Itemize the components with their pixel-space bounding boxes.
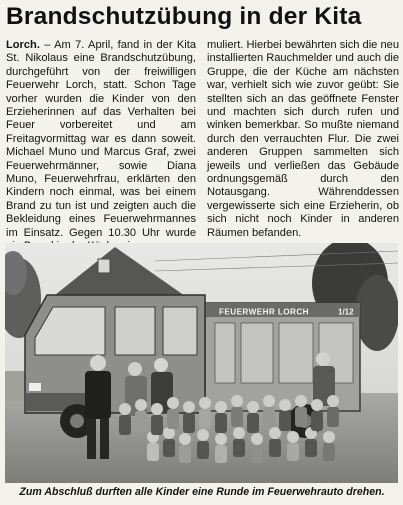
article-photo [5,243,398,483]
truck-lettering: FEUERWEHR LORCH [219,307,309,317]
truck-number: 1/12 [338,307,354,317]
article-column-left [6,39,196,254]
article-text-left: – Am 7. April, fand in der Kita St. Nikolaus eine Brandschutzübung, durchgeführt von der freiwilligen Feuerwehr Lorch, statt. Schon Tage vorher wurden die Kinder von den Erzieherinnen auf das Verhalten bei Feuer vorbereitet und am Freitagvormittag war es dann soweit. Michael Muno und Marcus Graf, zwei Feuerwehrmänner, sowie Diana Muno, Feuerwehrfrau, erklärten den Kindern noch einmal, was bei einem Brand zu tun ist und zeigten auch die Bekleidung eines Feuerwehrmannes im Einsatz. Gegen 10.30 Uhr wurde [6,39,196,239]
article-text-right: muliert. Hierbei bewährten sich die neu installierten Rauchmelder und auch die Gruppe, die der Küche am nächsten war, verhielt sich wie zuvor geübt: Sie stellten sich an das geöffnete Fenster und machten sich durch rufen und winken bemerkbar. So mußte niemand durch den verrauchten Flur. Die zwei anderen Gruppen sammelten sich jeweils und verließen das Gebäude ordnungsgemäß durch den Notausgang. Währenddessen vergewisserte sich eine Erzieherin, ob sich nicht noch Kinder in anderen Räumen befanden. [207,39,399,239]
article-headline: Brandschutzübung in der Kita [6,3,362,30]
photo-illustration [5,243,398,483]
article-paragraph [6,39,196,254]
photo-caption: Zum Abschluß durften alle Kinder eine Runde im Feuerwehrauto drehen. [19,486,385,498]
dateline: Lorch. [6,39,40,51]
article-column-right [207,39,399,240]
